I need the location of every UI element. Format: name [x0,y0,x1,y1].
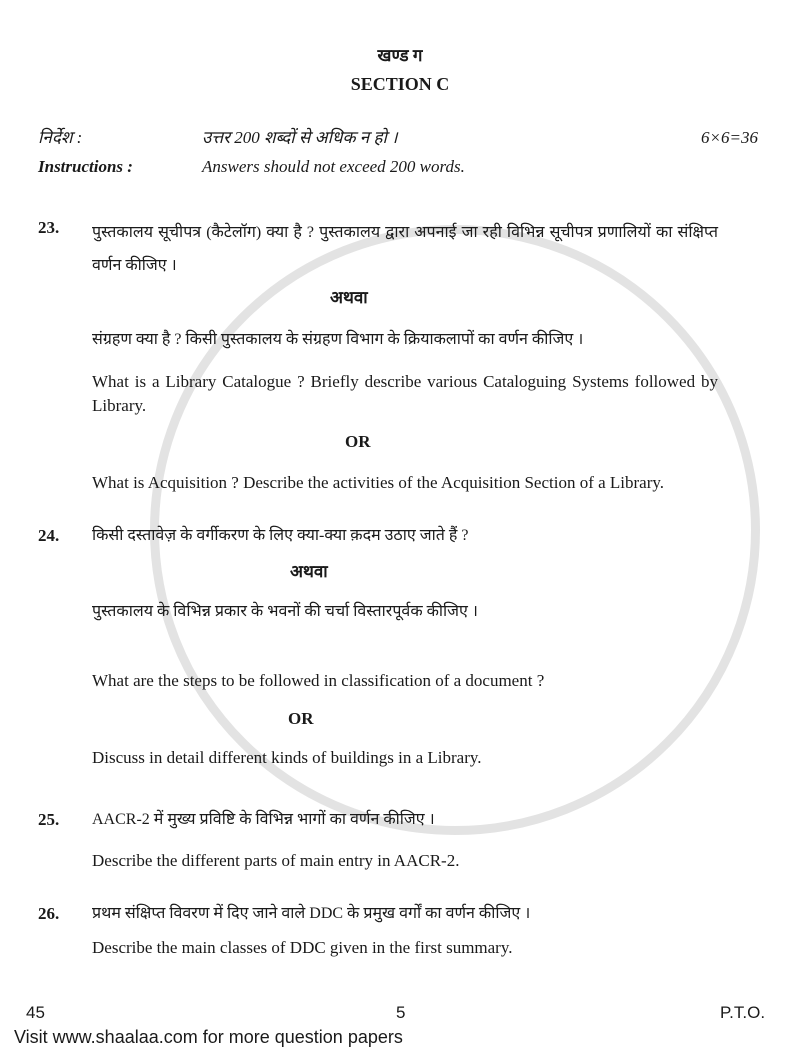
marks: 6×6=36 [701,128,758,147]
alt-question-english: What is Acquisition ? Describe the activities of the Acquisition Section of a Library. [92,473,665,492]
question-english: What is a Library Catalogue ? Briefly describe various Cataloguing Systems followed by Library. [92,372,718,415]
question-hindi: पुस्तकालय सूचीपत्र (कैटेलॉग) क्या है ? पुस्तकालय द्वारा अपनाई जा रही विभिन्न सूचीपत्र प्रणालियों का संक्षिप्त वर्णन कीजिए । [92,224,718,274]
or-english: OR [288,709,314,728]
pto: P.T.O. [720,1003,766,1022]
section-title-hindi: खण्ड ग [377,46,423,65]
question-25 [0,808,800,873]
question-english: Describe the main classes of DDC given in the first summary. [92,938,513,957]
question-number: 25. [38,810,60,829]
or-english: OR [345,432,371,451]
question-english: What are the steps to be followed in classification of a document ? [92,671,545,690]
question-number: 26. [38,904,60,923]
page-number: 5 [396,1003,406,1022]
question-number: 23. [38,218,60,237]
or-hindi: अथवा [290,562,328,581]
question-23 [0,216,800,495]
question-26 [0,902,800,960]
instructions-label: Instructions : [38,157,133,176]
alt-question-hindi: संग्रहण क्या है ? किसी पुस्तकालय के संग्रहण विभाग के क्रियाकलापों का वर्णन कीजिए । [92,331,584,348]
instructions-text: Answers should not exceed 200 words. [202,157,465,176]
or-hindi: अथवा [330,288,368,307]
question-hindi: प्रथम संक्षिप्त विवरण में दिए जाने वाले DDC के प्रमुख वर्गों का वर्णन कीजिए । [92,905,531,922]
alt-question-hindi: पुस्तकालय के विभिन्न प्रकार के भवनों की चर्चा विस्तारपूर्वक कीजिए । [92,603,478,620]
alt-question-english: Discuss in detail different kinds of buildings in a Library. [92,748,482,767]
instructions-text-hindi: उत्तर 200 शब्दों से अधिक न हो । [202,128,398,147]
instructions-row-hindi [0,126,800,150]
question-hindi: किसी दस्तावेज़ के वर्गीकरण के लिए क्या-क्या क़दम उठाए जाते हैं ? [92,527,469,544]
question-number: 24. [38,526,60,545]
instructions-label-hindi: निर्देश : [38,128,83,147]
question-english: Describe the different parts of main entry in AACR-2. [92,851,460,870]
visit-link[interactable]: Visit www.shaalaa.com for more question papers [14,1027,403,1047]
question-24 [0,524,800,770]
instructions-row [0,155,800,179]
question-hindi: AACR-2 में मुख्य प्रविष्टि के विभिन्न भागों का वर्णन कीजिए । [92,811,435,828]
section-title: SECTION C [350,74,450,94]
paper-code: 45 [26,1003,45,1022]
